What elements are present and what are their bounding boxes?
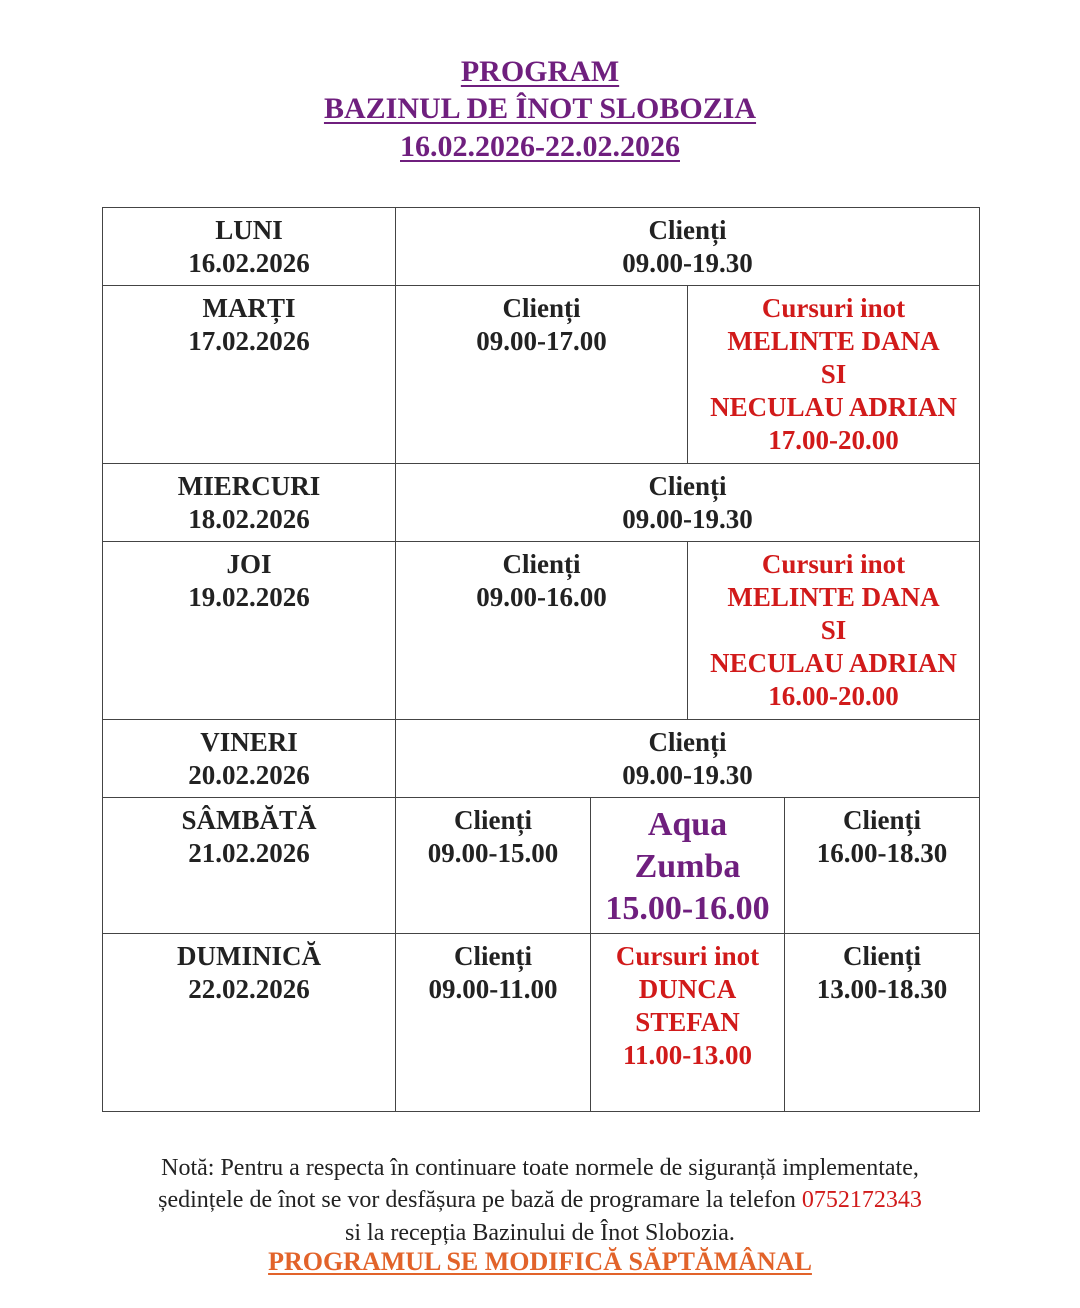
course-label: Cursuri inot xyxy=(761,549,906,579)
slot-label: Clienți xyxy=(502,549,581,579)
schedule-warning: PROGRAMUL SE MODIFICĂ SĂPTĂMÂNAL xyxy=(268,1247,812,1276)
row-friday xyxy=(103,720,980,798)
day-date: 22.02.2026 xyxy=(188,974,310,1004)
note-line: Notă: Pentru a respecta în continuare toate normele de siguranță implementate, xyxy=(161,1155,919,1181)
day-name: MIERCURI xyxy=(177,471,321,501)
note-text: ședințele de înot se vor desfășura pe bază de programare la telefon xyxy=(158,1187,796,1213)
day-date: 20.02.2026 xyxy=(188,760,310,790)
slot-label: Clienți xyxy=(502,293,581,323)
date-range: 16.02.2026-22.02.2026 xyxy=(400,130,680,163)
slot-time: 09.00-15.00 xyxy=(427,838,559,868)
day-date: 21.02.2026 xyxy=(188,838,310,868)
day-cell xyxy=(103,208,396,286)
slot-label: Clienți xyxy=(648,215,727,245)
slot-time: 11.00-13.00 xyxy=(622,1040,752,1070)
schedule-table xyxy=(102,207,980,1112)
day-date: 18.02.2026 xyxy=(188,504,310,534)
day-name: MARȚI xyxy=(202,293,296,323)
page-title: PROGRAM xyxy=(460,55,620,88)
slot-clients xyxy=(785,798,980,934)
day-cell xyxy=(103,542,396,720)
row-wednesday xyxy=(103,464,980,542)
slot-label: Clienți xyxy=(454,941,532,971)
slot-clients xyxy=(396,798,591,934)
note-line xyxy=(0,1187,1080,1214)
instructor-name: NECULAU ADRIAN xyxy=(710,648,957,678)
day-name: VINERI xyxy=(200,727,298,757)
slot-time: 16.00-20.00 xyxy=(768,681,899,711)
conjunction: SI xyxy=(820,359,847,389)
slot-label: Clienți xyxy=(454,805,532,835)
slot-label: Clienți xyxy=(648,471,727,501)
activity-name: Zumba xyxy=(634,848,741,885)
slot-course xyxy=(688,542,980,720)
day-name: LUNI xyxy=(215,215,283,245)
day-cell xyxy=(103,798,396,934)
row-tuesday xyxy=(103,286,980,464)
slot-time: 09.00-19.30 xyxy=(622,760,753,790)
note-line: si la recepția Bazinului de Înot Slobozia. xyxy=(345,1220,735,1246)
slot-time: 09.00-19.30 xyxy=(622,504,753,534)
instructor-name: STEFAN xyxy=(635,1007,740,1037)
slot-clients xyxy=(396,464,980,542)
day-name: DUMINICĂ xyxy=(177,941,321,971)
slot-clients xyxy=(785,934,980,1112)
slot-clients xyxy=(396,934,591,1112)
row-thursday xyxy=(103,542,980,720)
activity-name: Aqua xyxy=(647,806,728,843)
slot-label: Clienți xyxy=(648,727,727,757)
slot-time: 09.00-11.00 xyxy=(428,974,558,1004)
slot-clients xyxy=(396,286,688,464)
day-cell xyxy=(103,286,396,464)
course-label: Cursuri inot xyxy=(761,293,906,323)
phone-number[interactable]: 0752172343 xyxy=(801,1187,922,1213)
day-cell xyxy=(103,720,396,798)
slot-clients xyxy=(396,208,980,286)
day-name: JOI xyxy=(226,549,272,579)
slot-time: 15.00-16.00 xyxy=(605,890,770,927)
slot-time: 17.00-20.00 xyxy=(768,425,899,455)
slot-time: 09.00-19.30 xyxy=(622,248,753,278)
page-subtitle: BAZINUL DE ÎNOT SLOBOZIA xyxy=(323,92,757,125)
slot-time: 13.00-18.30 xyxy=(816,974,948,1004)
slot-course xyxy=(688,286,980,464)
slot-time: 16.00-18.30 xyxy=(816,838,948,868)
day-name: SÂMBĂTĂ xyxy=(181,805,317,835)
instructor-name: MELINTE DANA xyxy=(727,582,940,612)
slot-time: 09.00-17.00 xyxy=(476,326,607,356)
day-date: 19.02.2026 xyxy=(188,582,310,612)
instructor-name: DUNCA xyxy=(638,974,737,1004)
course-label: Cursuri inot xyxy=(615,941,760,971)
conjunction: SI xyxy=(820,615,847,645)
day-cell xyxy=(103,934,396,1112)
slot-course xyxy=(591,934,785,1112)
row-saturday xyxy=(103,798,980,934)
row-sunday xyxy=(103,934,980,1112)
slot-label: Clienți xyxy=(843,941,921,971)
slot-clients xyxy=(396,542,688,720)
instructor-name: NECULAU ADRIAN xyxy=(710,392,957,422)
slot-label: Clienți xyxy=(843,805,921,835)
row-monday xyxy=(103,208,980,286)
day-date: 17.02.2026 xyxy=(188,326,310,356)
instructor-name: MELINTE DANA xyxy=(727,326,940,356)
slot-time: 09.00-16.00 xyxy=(476,582,607,612)
slot-aqua-zumba xyxy=(591,798,785,934)
slot-clients xyxy=(396,720,980,798)
day-date: 16.02.2026 xyxy=(188,248,310,278)
day-cell xyxy=(103,464,396,542)
